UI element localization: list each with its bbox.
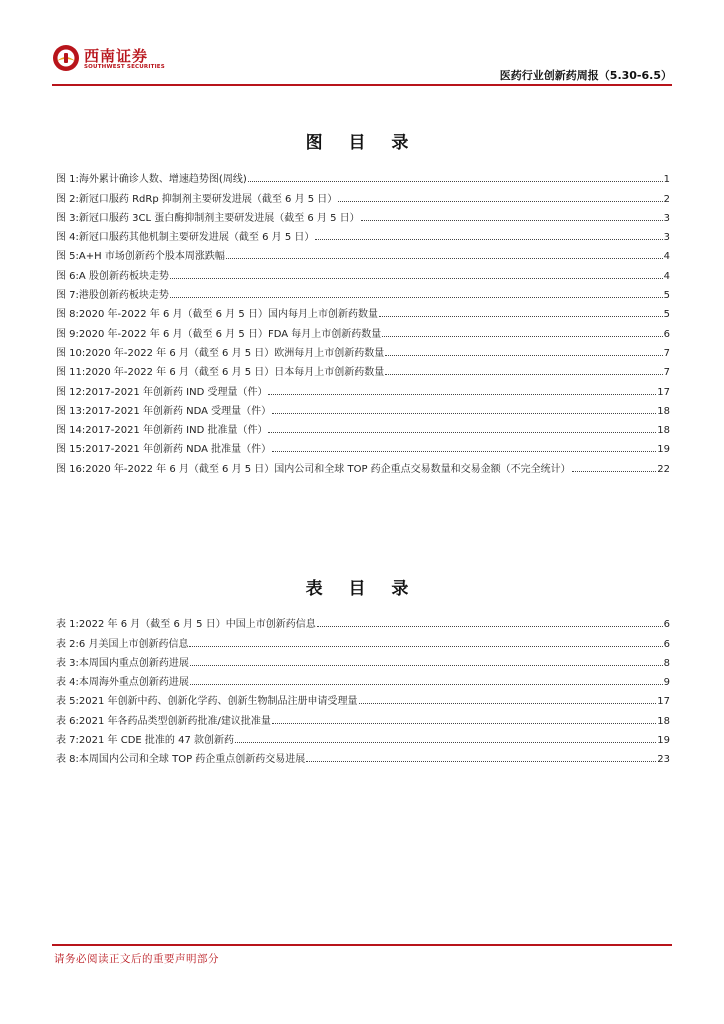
table-toc-text: 2021 年 CDE 批准的 47 款创新药 [78,735,234,747]
figure-toc-label: 图 9: [56,328,79,340]
figure-toc-text: 2017-2021 年创新药 NDA 批准量（件） [85,444,272,456]
figure-toc-entry[interactable] [56,436,670,455]
table-toc-entry[interactable] [56,669,670,688]
figure-toc-page-number: 7 [663,367,670,379]
table-toc-page-number: 8 [663,657,670,669]
dot-leader [306,760,656,762]
figure-toc-page-number: 22 [657,463,670,475]
dot-leader [379,315,663,317]
figure-toc-label: 图 16: [56,463,86,475]
figure-toc-entry[interactable] [56,378,670,397]
figure-toc-entry[interactable] [56,166,670,185]
dot-leader [190,664,663,666]
report-title: 医药行业创新药周报（5.30-6.5） [499,69,672,82]
table-toc-page-number: 19 [657,735,670,747]
figure-toc-label: 图 11: [56,367,86,379]
figure-toc-page-number: 3 [663,232,670,244]
figure-toc-page-number: 4 [663,270,670,282]
table-toc-page-number: 9 [663,677,670,689]
dot-leader [361,219,663,221]
table-toc-page-number: 23 [657,754,670,766]
figure-toc-text: 2020 年-2022 年 6 月（截至 6 月 5 日）国内公司和全球 TOP 药企重点交易数量和交易金额（不完全统计） [85,463,571,475]
table-toc-entry[interactable] [56,727,670,746]
figure-toc-page-number: 1 [663,174,670,186]
figure-toc-text: 新冠口服药 3CL 蛋白酶抑制剂主要研发进展（截至 6 月 5 日） [78,212,360,224]
dot-leader [385,354,662,356]
figure-toc-text: 2020 年-2022 年 6 月（截至 6 月 5 日）欧洲每月上市创新药数量 [85,347,385,359]
figure-toc-page-number: 3 [663,212,670,224]
table-toc-page-number: 6 [663,638,670,650]
dot-leader [190,683,663,685]
figure-toc-entry[interactable] [56,455,670,474]
figure-toc-text: 2020 年-2022 年 6 月（截至 6 月 5 日）国内每月上市创新药数量 [78,309,378,321]
table-toc-text: 2022 年 6 月（截至 6 月 5 日）中国上市创新药信息 [78,619,316,631]
table-toc-label: 表 7: [56,735,79,747]
figure-toc-label: 图 12: [56,386,86,398]
dot-leader [272,412,656,414]
figure-toc-label: 图 8: [56,309,79,321]
table-toc-label: 表 1: [56,619,79,631]
figure-toc-entry[interactable] [56,205,670,224]
figure-toc-entry[interactable] [56,224,670,243]
logo-english-name: SOUTHWEST SECURITIES [84,64,165,70]
figure-toc-label: 图 14: [56,425,86,437]
table-toc-page-number: 6 [663,619,670,631]
table-toc-text: 6 月美国上市创新药信息 [78,638,189,650]
figure-toc-page-number: 4 [663,251,670,263]
figure-toc-label: 图 5: [56,251,79,263]
table-toc-label: 表 2: [56,638,79,650]
figure-toc-page-number: 17 [657,386,670,398]
figure-toc-text: 2020 年-2022 年 6 月（截至 6 月 5 日）日本每月上市创新药数量 [85,367,385,379]
table-toc-text: 2021 年创新中药、创新化学药、创新生物制品注册申请受理量 [78,696,358,708]
figure-toc-label: 图 6: [56,270,79,282]
dot-leader [572,470,657,472]
dot-leader [248,180,663,182]
company-logo [52,44,172,74]
figure-toc-page-number: 19 [657,444,670,456]
table-toc-title: 表 目 录 [305,579,419,599]
figure-toc-text: 港股创新药板块走势 [78,290,169,302]
figure-toc-label: 图 4: [56,232,79,244]
table-toc-label: 表 8: [56,754,79,766]
logo-emblem-icon [52,44,80,72]
footer-divider [52,944,672,946]
figure-toc-entry[interactable] [56,417,670,436]
header-divider [52,84,672,86]
figure-toc-label: 图 13: [56,405,86,417]
figure-toc-title: 图 目 录 [305,133,419,153]
figure-toc-list [56,166,670,475]
figure-toc-entry[interactable] [56,359,670,378]
figure-toc-page-number: 2 [663,193,670,205]
dot-leader [235,741,656,743]
dot-leader [272,722,656,724]
dot-leader [268,393,656,395]
table-toc-text: 本周国内公司和全球 TOP 药企重点创新药交易进展 [78,754,306,766]
figure-toc-label: 图 3: [56,212,79,224]
figure-toc-entry[interactable] [56,301,670,320]
figure-toc-text: 2017-2021 年创新药 NDA 受理量（件） [85,405,272,417]
figure-toc-page-number: 18 [657,425,670,437]
dot-leader [317,625,663,627]
figure-toc-page-number: 5 [663,290,670,302]
table-toc-page-number: 18 [657,715,670,727]
dot-leader [226,257,663,259]
figure-toc-text: 新冠口服药其他机制主要研发进展（截至 6 月 5 日） [78,232,315,244]
figure-toc-entry[interactable] [56,185,670,204]
dot-leader [385,373,662,375]
figure-toc-label: 图 15: [56,444,86,456]
figure-toc-text: 2020 年-2022 年 6 月（截至 6 月 5 日）FDA 每月上市创新药数量 [78,328,382,340]
table-toc-label: 表 5: [56,696,79,708]
logo-chinese-name: 西南证券 [84,47,149,65]
table-toc-label: 表 6: [56,715,79,727]
table-toc-text: 本周国内重点创新药进展 [78,657,189,669]
dot-leader [359,702,657,704]
dot-leader [268,431,656,433]
dot-leader [382,335,662,337]
table-toc-entry[interactable] [56,746,670,765]
table-toc-entry[interactable] [56,650,670,669]
figure-toc-text: A 股创新药板块走势 [78,270,169,282]
figure-toc-text: 2017-2021 年创新药 IND 批准量（件） [85,425,268,437]
dot-leader [170,277,663,279]
figure-toc-text: A+H 市场创新药个股本周涨跌幅 [78,251,225,263]
table-toc-label: 表 3: [56,657,79,669]
figure-toc-entry[interactable] [56,282,670,301]
figure-toc-entry[interactable] [56,398,670,417]
figure-toc-text: 海外累计确诊人数、增速趋势图(周线) [78,174,247,186]
figure-toc-page-number: 6 [663,328,670,340]
dot-leader [272,450,656,452]
dot-leader [315,238,662,240]
figure-toc-entry[interactable] [56,340,670,359]
figure-toc-label: 图 7: [56,290,79,302]
table-toc-page-number: 17 [657,696,670,708]
figure-toc-page-number: 18 [657,405,670,417]
figure-toc-text: 新冠口服药 RdRp 抑制剂主要研发进展（截至 6 月 5 日） [78,193,338,205]
table-toc-text: 2021 年各药品类型创新药批准/建议批准量 [78,715,271,727]
table-toc-entry[interactable] [56,630,670,649]
figure-toc-entry[interactable] [56,320,670,339]
table-toc-label: 表 4: [56,677,79,689]
footer-notice: 请务必阅读正文后的重要声明部分 [54,953,219,965]
table-toc-entry[interactable] [56,611,670,630]
figure-toc-label: 图 10: [56,347,86,359]
figure-toc-label: 图 2: [56,193,79,205]
table-toc-entry[interactable] [56,707,670,726]
table-toc-entry[interactable] [56,688,670,707]
dot-leader [189,645,662,647]
figure-toc-entry[interactable] [56,262,670,281]
dot-leader [170,296,663,298]
table-toc-text: 本周海外重点创新药进展 [78,677,189,689]
figure-toc-entry[interactable] [56,243,670,262]
figure-toc-page-number: 7 [663,347,670,359]
figure-toc-text: 2017-2021 年创新药 IND 受理量（件） [85,386,268,398]
dot-leader [338,200,662,202]
figure-toc-label: 图 1: [56,174,79,186]
page-header [0,0,724,90]
figure-toc-page-number: 5 [663,309,670,321]
table-toc-list [56,611,670,765]
